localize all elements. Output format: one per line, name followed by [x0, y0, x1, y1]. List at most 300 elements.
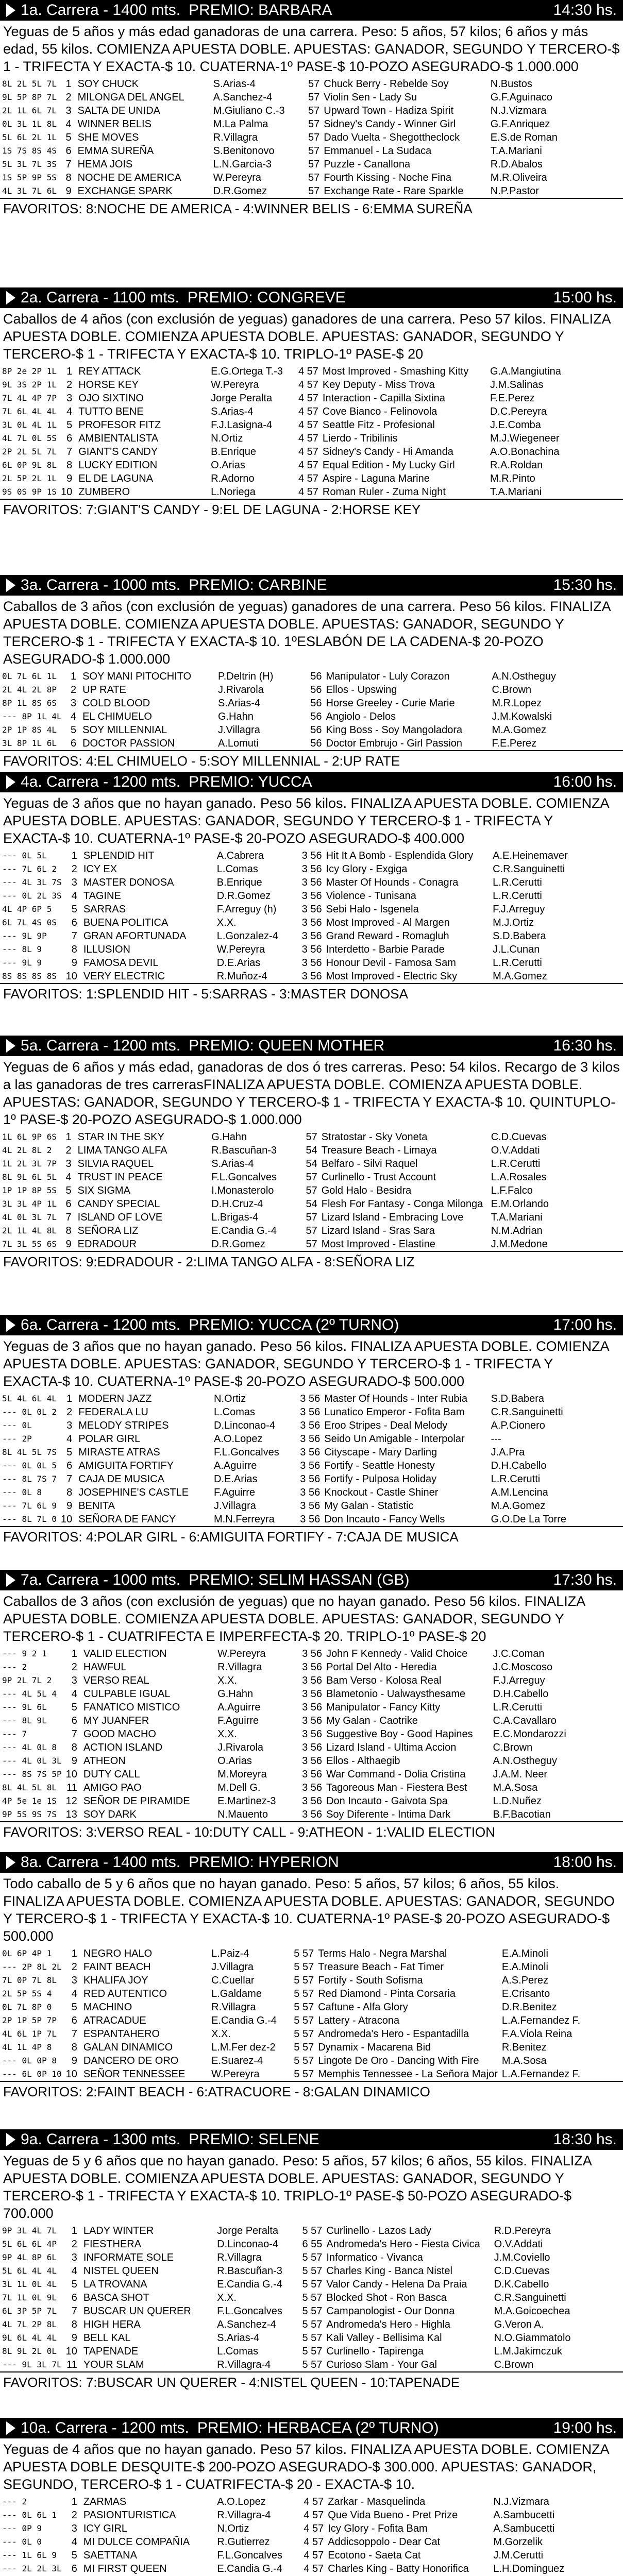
horse-name: STAR IN THE SKY — [77, 1131, 164, 1143]
horse-number: 9 — [65, 1239, 72, 1250]
form-history: --- 9 2 1 — [2, 1649, 47, 1658]
form-history: 5L 6L 4L 4L — [2, 2266, 57, 2276]
race-header — [0, 1852, 623, 1873]
horse-number: 6 — [70, 738, 77, 749]
entry-row — [0, 1513, 623, 1526]
form-history: 2L 5P 5S 4 — [2, 1989, 52, 1998]
jockey: X.X. — [217, 1675, 237, 1686]
jockey: M.La Palma — [213, 118, 268, 130]
horse-number: 3 — [65, 105, 72, 116]
horse-number: 2 — [71, 2239, 77, 2250]
trainer: E.A.Minoli — [501, 1948, 548, 1959]
weight: 56 — [310, 724, 322, 736]
jockey: F.L.Goncalves — [217, 2306, 282, 2317]
weight: 6 55 — [302, 2239, 323, 2250]
form-history: 8L 9L 2L 0L — [2, 2346, 57, 2356]
trainer: L.R.Cerutti — [493, 890, 542, 902]
entry-row — [0, 862, 623, 876]
weight: 3 56 — [302, 1742, 323, 1753]
weight: 5 57 — [302, 2319, 323, 2330]
horse-name: VALID ELECTION — [83, 1648, 167, 1659]
horse-name: EMMA SUREÑA — [77, 145, 154, 157]
horse-number: 3 — [66, 1420, 73, 1431]
form-history: 4P 5e 1e 1S — [2, 1796, 57, 1806]
pedigree: Red Diamond - Pinta Corsaria — [318, 1988, 456, 1999]
horse-name: CANDY SPECIAL — [77, 1198, 160, 1210]
jockey: S.Arias-4 — [213, 78, 256, 90]
form-history: --- 9L 9P — [2, 931, 47, 941]
race-time: 15:30 hs. — [553, 577, 617, 594]
trainer: J.M.Coviello — [494, 2252, 550, 2263]
weight: 3 56 — [300, 1406, 321, 1418]
horse-number: 5 — [71, 2002, 77, 2013]
jockey: E.G.Ortega T.-3 — [211, 366, 283, 377]
form-history: 4L 4P 6P 5 — [2, 904, 52, 914]
trainer: M.J.Wiegeneer — [490, 433, 560, 444]
entry-row — [0, 1144, 623, 1157]
entry-row — [0, 2331, 623, 2345]
pedigree: Equal Edition - My Lucky Girl — [322, 460, 455, 471]
entry-row — [0, 131, 623, 144]
trainer: O.V.Addati — [494, 2239, 543, 2250]
weight: 3 56 — [302, 1728, 323, 1740]
trainer: L.F.Falco — [491, 1185, 533, 1196]
form-history: 8L 4L 5L 8L — [2, 1783, 57, 1792]
weight: 4 57 — [298, 460, 318, 471]
trainer: L.A.Fernandez F. — [501, 2015, 581, 2026]
weight: 5 57 — [294, 2015, 314, 2026]
race-header — [0, 0, 623, 21]
weight: 3 56 — [300, 1447, 321, 1458]
entry-row — [0, 929, 623, 943]
trainer: R.D.Pereyra — [494, 2225, 551, 2236]
entry-row — [0, 2509, 623, 2522]
horse-name: MACHINO — [83, 2002, 132, 2013]
pedigree: Chuck Berry - Rebelde Soy — [324, 78, 449, 90]
entry-row — [0, 2495, 623, 2509]
pedigree: Seattle Fitz - Profesional — [322, 419, 435, 431]
entry-row — [0, 365, 623, 378]
horse-number: 5 — [71, 1702, 77, 1713]
weight: 57 — [308, 105, 320, 116]
entry-row — [0, 2535, 623, 2549]
form-history: 0L 3L 1L 8L — [2, 119, 57, 129]
entry-row — [0, 117, 623, 131]
jockey: R.Villagra-4 — [217, 2510, 271, 2521]
jockey: N.Mauento — [217, 1809, 268, 1820]
entries-table — [0, 2495, 623, 2576]
jockey: L.Comas — [217, 2346, 259, 2357]
form-history: 7L 4L 4P 7P — [2, 393, 57, 403]
trainer: F.J.Arreguy — [493, 1675, 545, 1686]
race-number: 3a. Carrera - 1000 mts. — [21, 577, 181, 594]
trainer: M.A.Sosa — [493, 1782, 538, 1793]
jockey: S.Arias-4 — [211, 1158, 254, 1170]
horse-number: 1 — [71, 2225, 77, 2236]
horse-name: SOY MILLENNIAL — [82, 724, 167, 736]
trainer: R.A.Roldan — [490, 460, 543, 471]
weight: 5 57 — [294, 1975, 314, 1986]
race-premio: PREMIO: QUEEN MOTHER — [189, 1037, 385, 1054]
pedigree: Flesh For Fantasy - Conga Milonga — [321, 1198, 483, 1210]
weight: 3 56 — [301, 957, 322, 969]
jockey: W.Pereyra — [211, 379, 259, 391]
pedigree: Most Improved - Al Margen — [326, 917, 450, 928]
weight: 4 57 — [298, 406, 318, 417]
horse-number: 10 — [65, 2346, 77, 2357]
horse-number: 8 — [71, 1742, 77, 1753]
weight: 3 56 — [301, 863, 322, 875]
form-history: --- 8L 9L — [2, 1716, 47, 1725]
race-premio: PREMIO: BARBARA — [189, 2, 332, 19]
form-history: 9L 6L 4L 4L — [2, 2333, 57, 2343]
pedigree: Honour Devil - Famosa Sam — [326, 957, 456, 969]
pedigree: Informatico - Vivanca — [326, 2252, 423, 2263]
form-history: 8P 1L 8S 6S — [2, 698, 57, 708]
trainer: M.Gorzelik — [493, 2536, 543, 2548]
weight: 3 56 — [302, 1769, 323, 1780]
horse-name: EL CHIMUELO — [82, 711, 152, 722]
pedigree: My Galan - Caotrike — [326, 1715, 418, 1726]
race-section — [0, 1852, 623, 2129]
pedigree: Manipulator - Luly Corazon — [326, 671, 450, 682]
horse-number: 4 — [71, 1688, 77, 1700]
entry-row — [0, 849, 623, 862]
entry-row — [0, 683, 623, 697]
entry-row — [0, 2549, 623, 2562]
weight: 3 56 — [301, 904, 322, 915]
weight: 5 57 — [302, 2252, 323, 2263]
pedigree: King Boss - Soy Mangoladora — [326, 724, 463, 736]
jockey: A.O.Lopez — [214, 1433, 263, 1445]
jockey: A.Aguirre — [217, 1702, 261, 1713]
entry-row — [0, 472, 623, 485]
race-conditions: Yeguas de 3 años que no hayan ganado. Peso 56 kilos. FINALIZA APUESTA DOBLE. COMIENZA APUESTA DOBLE. APUESTAS: GANADOR, SEGUNDO Y TERCERO-$ 1 - TRIFECTA Y EXACTA-$ 10. CUATERNA-1º PASE-$ 20-POZO ASEGURADO-$ 500.000 — [3, 1338, 609, 1389]
trainer: L.H.Dominguez — [493, 2563, 565, 2574]
jockey: D.R.Gomez — [216, 890, 271, 902]
form-history: 0L 6P 4P 1 — [2, 1948, 52, 1958]
pedigree: John F Kennedy - Valid Choice — [326, 1648, 468, 1659]
jockey: X.X. — [216, 917, 237, 928]
jockey: J.Villagra — [217, 724, 260, 736]
pedigree: Sebi Halo - Isgenela — [326, 904, 419, 915]
form-history: --- 4L 0L 8 — [2, 1742, 57, 1752]
weight: 56 — [310, 711, 322, 722]
horse-number: 8 — [71, 2042, 77, 2053]
horse-number: 3 — [66, 393, 73, 404]
trainer: J.A.Pra — [491, 1447, 525, 1458]
jockey: F.L.Goncalves — [214, 1447, 279, 1458]
trainer: T.A.Mariani — [491, 1212, 543, 1223]
jockey: L.M.Fer dez-2 — [211, 2042, 276, 2053]
entry-row — [0, 1754, 623, 1768]
weight: 3 56 — [301, 917, 322, 928]
horse-name: OJO SIXTINO — [78, 393, 144, 404]
trainer: M.R.Oliveira — [490, 172, 547, 183]
entries-table — [0, 77, 623, 198]
jockey: F.Aguirre — [217, 1715, 259, 1726]
pedigree: Campanologist - Our Donna — [326, 2306, 455, 2317]
horse-name: GOOD MACHO — [83, 1728, 156, 1740]
pedigree: Belfaro - Silvi Raquel — [321, 1158, 418, 1170]
horse-number: 6 — [66, 433, 73, 444]
entry-row — [0, 737, 623, 750]
entry-row — [0, 378, 623, 392]
weight: 4 57 — [304, 2510, 324, 2521]
jockey: N.Ortiz — [214, 1393, 246, 1404]
horse-number: 5 — [65, 1185, 72, 1196]
horse-number: 9 — [65, 185, 72, 197]
horse-number: 1 — [65, 78, 72, 90]
weight: 4 57 — [298, 473, 318, 484]
weight: 5 57 — [294, 1948, 314, 1959]
pedigree: Curlinello - Lazos Lady — [326, 2225, 431, 2236]
form-history: 2L 5P 2L 1L — [2, 473, 57, 483]
form-history: 1S 5P 9P 5S — [2, 173, 57, 182]
entry-row — [0, 432, 623, 445]
trainer: C.Brown — [492, 684, 532, 696]
weight: 5 57 — [294, 1988, 314, 1999]
horse-number: 7 — [71, 2028, 77, 2040]
weight: 4 57 — [304, 2496, 324, 2507]
trainer: T.A.Mariani — [490, 486, 542, 498]
trainer: J.C.Coman — [493, 1648, 545, 1659]
pedigree: Blametonio - Ualwaysthesame — [326, 1688, 466, 1700]
entry-row — [0, 1171, 623, 1184]
weight: 3 56 — [300, 1500, 321, 1512]
pedigree: Lizard Island - Embracing Love — [321, 1212, 464, 1223]
weight: 3 56 — [302, 1809, 323, 1820]
weight: 4 57 — [304, 2523, 324, 2534]
entry-row — [0, 1459, 623, 1472]
pedigree: Key Deputy - Miss Trova — [322, 379, 435, 391]
play-arrow-icon — [6, 291, 15, 304]
trainer: D.H.Cabello — [493, 1688, 549, 1700]
weight: 5 57 — [302, 2346, 323, 2357]
weight: 4 57 — [304, 2536, 324, 2548]
form-history: 8P 2e 2P 1L — [2, 366, 57, 376]
form-history: --- 2 — [2, 1662, 27, 1672]
race-time: 18:30 hs. — [553, 2131, 617, 2148]
entry-row — [0, 1184, 623, 1197]
weight: 56 — [310, 671, 322, 682]
pedigree: Andromeda's Hero - Highla — [326, 2319, 450, 2330]
weight: 3 56 — [301, 890, 322, 902]
weight: 57 — [308, 145, 320, 157]
horse-number: 2 — [65, 92, 72, 103]
trainer: T.A.Mariani — [490, 145, 542, 157]
form-history: 4L 7L 2P 8L — [2, 2319, 57, 2329]
horse-name: TUTTO BENE — [78, 406, 144, 417]
entries-table — [0, 2224, 623, 2371]
jockey: M.Giuliano C.-3 — [213, 105, 285, 116]
weight: 3 56 — [300, 1420, 321, 1431]
jockey: L.Paiz-4 — [211, 1948, 249, 1959]
jockey: X.X. — [217, 2292, 237, 2303]
play-arrow-icon — [6, 2421, 15, 2435]
weight: 54 — [306, 1198, 317, 1210]
jockey: D.R.Gomez — [211, 1239, 265, 1250]
trainer: A.Sambucetti — [493, 2523, 555, 2534]
form-history: 2P 2L 5L 7L — [2, 447, 57, 456]
pedigree: Eroo Stripes - Deal Melody — [324, 1420, 448, 1431]
trainer: J.L.Cunan — [493, 944, 540, 955]
pedigree: Zarkar - Masquelinda — [328, 2496, 426, 2507]
entry-row — [0, 2224, 623, 2238]
jockey: F.Arreguy (h) — [216, 904, 277, 915]
weight: 3 56 — [300, 1487, 321, 1498]
horse-name: TRUST IN PEACE — [77, 1172, 163, 1183]
horse-name: COLD BLOOD — [82, 698, 150, 709]
trainer: L.R.Cerutti — [491, 1158, 541, 1170]
entry-row — [0, 710, 623, 723]
form-history: --- 0L — [2, 1420, 32, 1430]
weight: 4 57 — [298, 446, 318, 457]
horse-name: CAJA DE MUSICA — [78, 1473, 164, 1485]
pedigree: Upward Town - Hadiza Spirit — [324, 105, 454, 116]
weight: 3 56 — [300, 1460, 321, 1471]
weight: 3 56 — [302, 1662, 323, 1673]
play-arrow-icon — [6, 1573, 15, 1587]
entry-row — [0, 956, 623, 970]
form-history: 9P 5S 9S 7S — [2, 1809, 57, 1819]
jockey: I.Monasterolo — [211, 1185, 274, 1196]
entry-row — [0, 144, 623, 158]
form-history: 2P 1P 5P 7P — [2, 2015, 57, 2025]
horse-name: DUTY CALL — [83, 1769, 140, 1780]
trainer: J.M.Medone — [491, 1239, 548, 1250]
form-history: --- 2P — [2, 1434, 32, 1444]
form-history: 2P 1P 8S 4L — [2, 725, 57, 735]
pedigree: Icy Glory - Exgiga — [326, 863, 408, 875]
horse-name: SEÑOR TENNESSEE — [83, 2069, 186, 2080]
form-history: --- 0L 6L 1 — [2, 2510, 57, 2520]
horse-name: EL DE LAGUNA — [78, 473, 154, 484]
horse-name: UP RATE — [82, 684, 126, 696]
trainer: M.R.Lopez — [492, 698, 542, 709]
form-history: 8L 2L 5L 7L — [2, 79, 57, 89]
pedigree: Master Of Hounds - Conagra — [326, 877, 459, 888]
race-number: 4a. Carrera - 1200 mts. — [21, 773, 181, 790]
form-history: 9P 3L 4L 7L — [2, 2226, 57, 2235]
horse-name: MY JUANFER — [83, 1715, 149, 1726]
entry-row — [0, 1647, 623, 1660]
horse-name: GALAN DINAMICO — [83, 2042, 173, 2053]
jockey: R.Bascuñan-3 — [217, 2265, 282, 2277]
weight: 4 57 — [304, 2563, 324, 2574]
jockey: L.Comas — [214, 1406, 256, 1418]
form-history: 0L 7L 6L 1L — [2, 671, 57, 681]
horse-name: BENITA — [78, 1500, 115, 1512]
entry-row — [0, 1392, 623, 1405]
entry-row — [0, 1432, 623, 1446]
race-time: 17:00 hs. — [553, 1316, 617, 1333]
trainer: A.O.Bonachina — [490, 446, 560, 457]
pedigree: Cove Bianco - Felinovola — [322, 406, 437, 417]
race-time: 15:00 hs. — [553, 289, 617, 306]
race-header — [0, 1570, 623, 1590]
form-history: 7L 1L 0L 9L — [2, 2293, 57, 2302]
weight: 4 57 — [304, 2550, 324, 2561]
pedigree: Terms Halo - Negra Marshal — [318, 1948, 447, 1959]
form-history: 6L 0P 9L 8L — [2, 460, 57, 470]
horse-name: FAINT BEACH — [83, 1961, 151, 1973]
jockey: D.Linconao-4 — [217, 2239, 279, 2250]
pedigree: Grand Reward - Romagluh — [326, 930, 449, 942]
play-arrow-icon — [6, 1318, 15, 1332]
jockey: L.Brigas-4 — [211, 1212, 259, 1223]
trainer: M.A.Gomez — [491, 1500, 546, 1512]
horse-number: 7 — [66, 446, 73, 457]
play-arrow-icon — [6, 1039, 15, 1053]
pedigree: Fourth Kissing - Noche Fina — [324, 172, 452, 183]
weight: 3 56 — [302, 1702, 323, 1713]
jockey: L.Noriega — [211, 486, 256, 498]
pedigree: Cityscape - Mary Darling — [324, 1447, 437, 1458]
entry-row — [0, 445, 623, 459]
form-history: 2L 1L 6L 7L — [2, 106, 57, 115]
entry-row — [0, 392, 623, 405]
jockey: P.Deltrin (H) — [217, 671, 274, 682]
form-history: 7L 3L 5S 6S — [2, 1239, 57, 1249]
race-time: 17:30 hs. — [553, 1571, 617, 1588]
entries-table — [0, 670, 623, 750]
race-header — [0, 575, 623, 596]
race-time: 19:00 hs. — [553, 2419, 617, 2436]
race-section — [0, 772, 623, 1036]
form-history: 7L 6L 4L 4L — [2, 406, 57, 416]
horse-number: 10 — [65, 2069, 77, 2080]
entry-row — [0, 1960, 623, 1974]
weight: 3 56 — [300, 1473, 321, 1485]
form-history: 1L 6L 9P 6S — [2, 1132, 57, 1142]
pedigree: Soy Diferente - Intima Dark — [326, 1809, 451, 1820]
entry-row — [0, 2067, 623, 2081]
trainer: A.P.Cionero — [491, 1420, 545, 1431]
horse-number: 1 — [71, 1948, 77, 1959]
race-number: 5a. Carrera - 1200 mts. — [21, 1037, 181, 1054]
horse-name: HORSE KEY — [78, 379, 139, 391]
pedigree: Ellos - Upswing — [326, 684, 397, 696]
form-history: --- 0P 9 — [2, 2523, 42, 2533]
jockey: G.Hahn — [211, 1131, 247, 1143]
pedigree: Lierdo - Tribilinis — [322, 433, 398, 444]
trainer: S.D.Babera — [491, 1393, 545, 1404]
horse-name: EDRADOUR — [77, 1239, 137, 1250]
horse-name: BUENA POLITICA — [83, 917, 169, 928]
trainer: C.A.Cavallaro — [493, 1715, 557, 1726]
jockey: A.Sanchez-4 — [213, 92, 273, 103]
favoritos-line: FAVORITOS: 9:EDRADOUR - 2:LIMA TANGO ALFA - 8:SEÑORA LIZ — [0, 1251, 623, 1272]
entry-row — [0, 1727, 623, 1741]
race-conditions: Yeguas de 6 años y más edad, ganadoras de dos ó tres carreras. Peso: 54 kilos. Recargo de 3 kilos a las ganadoras de tres carrerasFINALIZA APUESTA DOBLE. COMIENZA APUESTA DOBLE. APUESTAS: GANADOR, SEGUNDO Y TERCERO-$ 1 - TRIFECTA Y EXACTA-$ 10. QUINTUPLO-1º PASE-$ 20-POZO ASEGURADO-$ 1.000.000 — [3, 1059, 620, 1127]
horse-number: 5 — [71, 2279, 77, 2290]
race-header — [0, 287, 623, 308]
form-history: --- 0L 5L — [2, 851, 47, 860]
horse-name: WINNER BELIS — [77, 118, 151, 130]
entry-row — [0, 2027, 623, 2041]
race-section — [0, 0, 623, 287]
jockey: G.Hahn — [217, 1688, 254, 1700]
jockey: B.Enrique — [211, 446, 257, 457]
horse-name: BELL KAL — [83, 2332, 131, 2344]
trainer: N.M.Adrian — [491, 1225, 543, 1236]
horse-number: 4 — [70, 711, 77, 722]
jockey: D.H.Cruz-4 — [211, 1198, 263, 1210]
form-history: 2L 1L 4L 8L — [2, 1226, 57, 1235]
horse-name: HIGH HERA — [83, 2319, 141, 2330]
trainer: L.R.Cerutti — [493, 957, 542, 969]
